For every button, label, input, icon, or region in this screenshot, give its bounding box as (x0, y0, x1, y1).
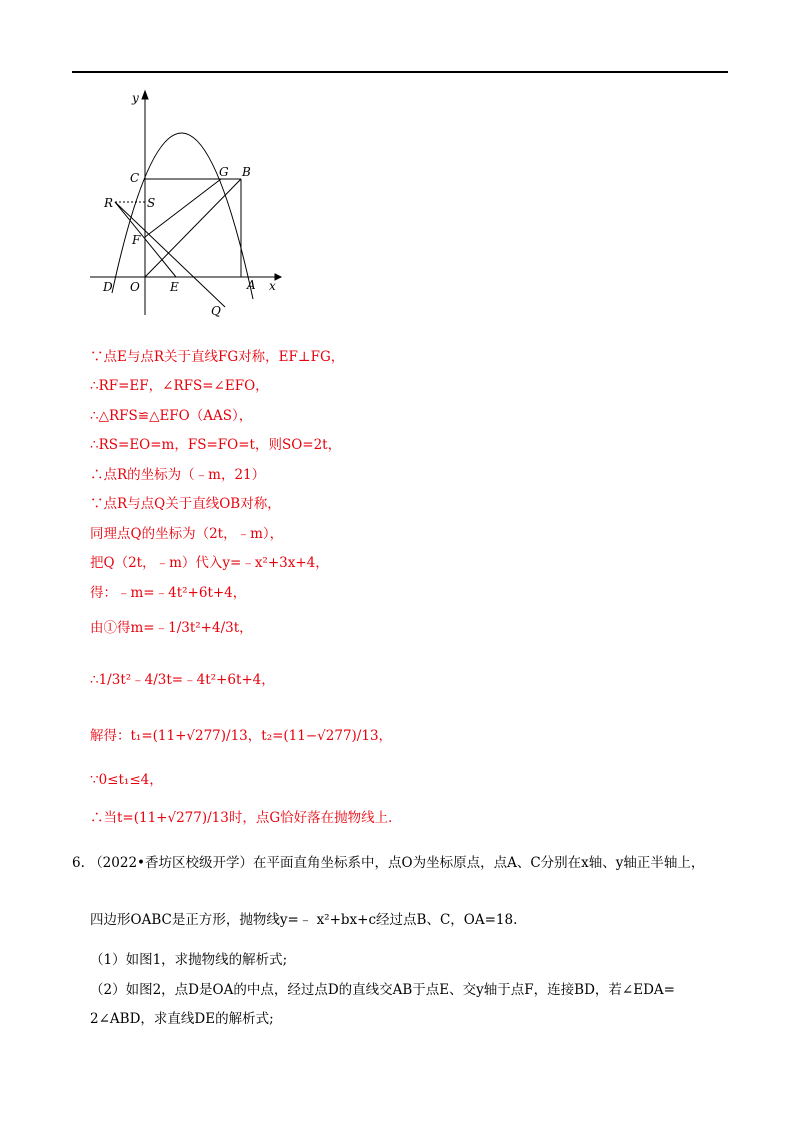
solution-line-12: 解得：t₁=(11+√277)/13，t₂=(11−√277)/13， (90, 728, 393, 744)
problem-6-q2-line-2: 2∠ABD，求直线DE的解析式; (90, 1011, 274, 1027)
problem-text-2b: x²+bx+c经过点B、C，OA=18. (316, 912, 518, 928)
solution-line-14: ∴当t=(11+√277)/13时，点G恰好落在抛物线上． (90, 810, 402, 826)
problem-6-q1: （1）如图1，求抛物线的解析式; (90, 952, 288, 968)
problem-text-1: 在平面直角坐标系中，点O为坐标原点，点A、C分别在x轴、y轴正半轴上， (253, 855, 705, 871)
solution-line-8: 把Q（2t，﹣m）代入y=﹣x²+3x+4， (90, 555, 329, 571)
label-s: S (147, 196, 156, 210)
problem-6-line-2 (90, 908, 517, 928)
label-c: C (130, 171, 140, 185)
label-x: x (269, 279, 276, 293)
label-e: E (170, 280, 179, 294)
solution-line-10: 由①得m=﹣1/3t²+4/3t， (90, 620, 253, 636)
label-y: y (132, 91, 139, 105)
solution-line-11: ∴1/3t²﹣4/3t=﹣4t²+6t+4， (90, 672, 275, 688)
solution-line-3: ∴△RFS≌△EFO（AAS）， (90, 408, 253, 424)
label-g: G (219, 165, 229, 179)
y-axis-arrow (142, 91, 148, 99)
geometry-figure (85, 85, 285, 320)
solution-line-4: ∴RS=EO=m，FS=FO=t，则SO=2t， (90, 437, 342, 453)
problem-number: 6. (72, 855, 85, 871)
parabola (112, 133, 253, 299)
solution-line-7: 同理点Q的坐标为（2t，﹣m）， (90, 526, 284, 542)
line-fg (145, 179, 221, 237)
line-ob (145, 179, 241, 277)
label-o: O (130, 280, 140, 294)
solution-line-13: ∵0≤t₁≤4， (90, 772, 163, 788)
label-a: A (247, 278, 256, 292)
label-b: B (242, 165, 251, 179)
label-r: R (104, 196, 114, 210)
problem-6-line-1 (72, 851, 704, 871)
solution-line-5: ∴点R的坐标为（﹣m，21） (90, 467, 266, 483)
header-rule (72, 71, 728, 73)
label-q: Q (211, 304, 221, 318)
solution-line-9: 得：﹣m=﹣4t²+6t+4， (90, 585, 247, 601)
problem-source: （2022•香坊区校级开学） (89, 855, 254, 871)
label-f: F (132, 233, 141, 247)
label-d: D (103, 280, 113, 294)
solution-line-6: ∵点R与点Q关于直线OB对称， (90, 496, 281, 512)
problem-text-2a: 四边形OABC是正方形，抛物线y=﹣ (90, 912, 313, 928)
x-axis-arrow (275, 274, 281, 280)
solution-line-2: ∴RF=EF，∠RFS=∠EFO， (90, 378, 269, 394)
solution-line-1: ∵点E与点R关于直线FG对称，EF⊥FG， (90, 349, 345, 365)
problem-6-q2-line-1: （2）如图2，点D是OA的中点，经过点D的直线交AB于点E、交y轴于点F，连接BD，若∠EDA= (90, 982, 675, 998)
